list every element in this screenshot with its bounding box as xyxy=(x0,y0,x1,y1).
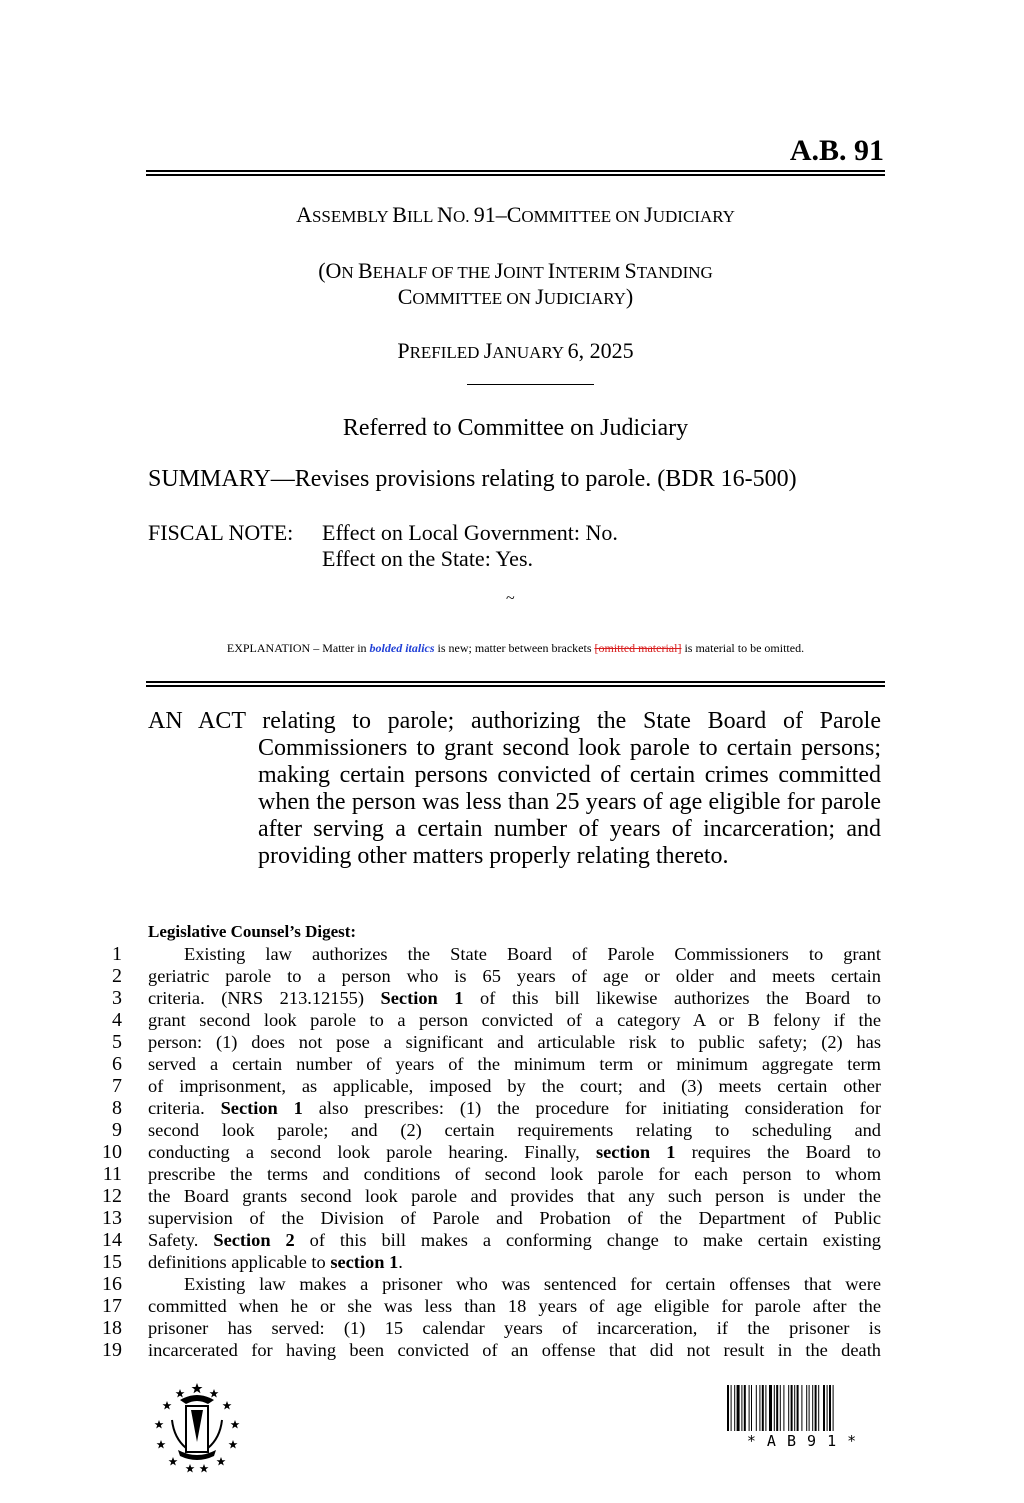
title-segment-capital: P xyxy=(397,338,410,363)
digest-line xyxy=(96,1097,886,1119)
section-reference: section 1 xyxy=(330,1252,399,1272)
on-behalf-line-2 xyxy=(146,284,885,312)
fiscal-note xyxy=(148,520,618,572)
digest-line-text xyxy=(148,1251,881,1273)
summary-line: SUMMARY—Revises provisions relating to parole. (BDR 16-500) xyxy=(148,466,797,492)
digest-line xyxy=(96,943,886,965)
digest-line-text xyxy=(148,1273,881,1295)
digest-text-run: Existing law authorizes the State Board of Parole Commissioners to grant xyxy=(184,944,881,964)
title-segment-small-caps: SSEMBLY xyxy=(311,207,393,226)
title-segment-small-caps: N xyxy=(341,263,358,282)
digest-line xyxy=(96,1141,886,1163)
fiscal-state: Effect on the State: Yes. xyxy=(322,546,534,571)
explanation-prefix: EXPLANATION – Matter in xyxy=(226,641,370,655)
line-number: 13 xyxy=(102,1207,122,1229)
digest-text-run: prescribe the terms and conditions of second look parole for each person to whom xyxy=(148,1164,881,1184)
title-segment-small-caps: OINT xyxy=(503,263,548,282)
title-segment-small-caps: TANDING xyxy=(636,263,713,282)
title-segment-capital: A xyxy=(296,202,312,227)
digest-text-run: requires the Board to xyxy=(675,1142,881,1162)
digest-line xyxy=(96,1207,886,1229)
digest-title: Legislative Counsel’s Digest: xyxy=(148,922,357,941)
digest-line-text xyxy=(148,943,881,965)
digest-text-run: of imprisonment, as applicable, imposed by the court; and (3) meets certain other xyxy=(148,1076,881,1096)
digest-line xyxy=(96,1053,886,1075)
digest-line xyxy=(96,1251,886,1273)
digest-text-run: the Board grants second look parole and provides that any such person is under the xyxy=(148,1186,881,1206)
digest-text-run: of this bill likewise authorizes the Board to xyxy=(463,988,881,1008)
digest-text-run: definitions applicable to xyxy=(148,1252,331,1272)
line-number: 14 xyxy=(102,1229,122,1251)
digest-line xyxy=(96,1075,886,1097)
line-number: 1 xyxy=(112,943,122,965)
digest-line-text xyxy=(148,1031,881,1053)
title-segment-small-caps: NTERIM xyxy=(555,263,625,282)
digest-line xyxy=(96,1119,886,1141)
title-segment-small-caps: UDICIARY xyxy=(652,207,735,226)
act-description: AN ACT relating to parole; authorizing the State Board of Parole Commissioners to grant second look parole to certain persons; making certain persons convicted of certain crimes committed when the person was less than 25 years of age eligible for parole after serving a certain number of years of incarceration; and providing other matters properly relating thereto. xyxy=(148,708,881,869)
explanation-suffix: is material to be omitted. xyxy=(681,641,805,655)
explanation-middle: is new; matter between brackets xyxy=(434,641,595,655)
title-segment-capital: I xyxy=(547,258,556,283)
referred-line: Referred to Committee on Judiciary xyxy=(342,415,689,441)
line-number: 12 xyxy=(102,1185,122,1207)
title-segment-capital: B xyxy=(357,258,373,283)
line-number: 8 xyxy=(112,1097,122,1119)
digest-text-run: also prescribes: (1) the procedure for initiating consideration for xyxy=(302,1098,881,1118)
fiscal-note-label: FISCAL NOTE: xyxy=(148,520,294,545)
line-number: 18 xyxy=(102,1317,122,1339)
title-segment-capital: S xyxy=(624,258,637,283)
line-number: 6 xyxy=(112,1053,122,1075)
title-segment-small-caps: EHALF OF THE xyxy=(372,263,495,282)
title-segment-capital: C xyxy=(397,284,413,309)
line-number: 11 xyxy=(102,1163,122,1185)
line-number: 16 xyxy=(102,1273,122,1295)
digest-text-run: served a certain number of years of the minimum term or minimum aggregate term xyxy=(148,1054,881,1074)
title-segment-capital: J xyxy=(644,202,653,227)
digest-line xyxy=(96,1317,886,1339)
bill-title xyxy=(146,202,885,230)
digest-line-text xyxy=(148,1097,881,1119)
digest-line-text xyxy=(148,1141,881,1163)
line-number: 19 xyxy=(102,1339,122,1361)
section-reference: Section 1 xyxy=(220,1098,303,1118)
line-number: 4 xyxy=(112,1009,122,1031)
barcode-icon xyxy=(727,1385,877,1431)
title-segment-small-caps: OMMITTEE ON xyxy=(412,289,536,308)
digest-line-text xyxy=(148,1075,881,1097)
digest-line xyxy=(96,1339,886,1361)
digest-line xyxy=(96,965,886,987)
line-number: 5 xyxy=(112,1031,122,1053)
digest-line-text xyxy=(148,965,881,987)
header-double-rule xyxy=(146,170,885,176)
digest-line-text xyxy=(148,987,881,1009)
digest-line-text xyxy=(148,1185,881,1207)
title-segment-capital: J xyxy=(494,258,504,283)
digest-text-run: of this bill makes a conforming change to make certain existing xyxy=(294,1230,881,1250)
explanation-double-rule xyxy=(146,681,885,687)
new-matter-label: bolded italics xyxy=(369,641,435,655)
tilde-mark: ~ xyxy=(506,590,515,607)
digest-text-run: geriatric parole to a person who is 65 years of age or older and meets certain xyxy=(148,966,881,986)
title-segment-small-caps: ANUARY xyxy=(492,343,568,362)
title-segment-small-caps: UDICIARY xyxy=(543,289,626,308)
line-number: 15 xyxy=(102,1251,122,1273)
digest-line-text xyxy=(148,1163,881,1185)
digest-line-text xyxy=(148,1317,881,1339)
section-reference: Section 1 xyxy=(380,988,464,1008)
digest-line-text xyxy=(148,1053,881,1075)
omitted-matter-label: [omitted material] xyxy=(594,641,682,655)
digest-text-run: committed when he or she was less than 18 years of age eligible for parole after the xyxy=(148,1296,881,1316)
digest-body xyxy=(96,943,886,1361)
prefiled-date xyxy=(146,338,885,366)
barcode-caption: * A B 9 1 * xyxy=(746,1432,858,1450)
digest-line xyxy=(96,1295,886,1317)
digest-line xyxy=(96,1229,886,1251)
title-segment-capital: B xyxy=(392,202,407,227)
digest-line xyxy=(96,1273,886,1295)
line-number: 10 xyxy=(102,1141,122,1163)
digest-line xyxy=(96,1163,886,1185)
digest-line xyxy=(96,1185,886,1207)
line-number: 3 xyxy=(112,987,122,1009)
digest-text-run: . xyxy=(398,1252,403,1272)
fiscal-local: Effect on Local Government: No. xyxy=(322,520,618,545)
title-segment-capital: J xyxy=(535,284,544,309)
state-seal-icon xyxy=(150,1380,244,1474)
title-segment-capital: 6, 2025 xyxy=(567,338,634,363)
digest-line-text xyxy=(148,1229,881,1251)
section-reference: Section 2 xyxy=(213,1230,295,1250)
explanation-line xyxy=(146,641,885,656)
line-number: 17 xyxy=(102,1295,122,1317)
digest-text-run: supervision of the Division of Parole and Probation of the Department of Public xyxy=(148,1208,881,1228)
title-segment-small-caps: O. xyxy=(452,207,474,226)
digest-line-text xyxy=(148,1207,881,1229)
digest-text-run: Existing law makes a prisoner who was sentenced for certain offenses that were xyxy=(184,1274,881,1294)
digest-text-run: incarcerated for having been convicted of an offense that did not result in the death xyxy=(148,1340,881,1360)
digest-text-run: person: (1) does not pose a significant and articulable risk to public safety; (2) has xyxy=(148,1032,881,1052)
digest-text-run: prisoner has served: (1) 15 calendar years of incarceration, if the prisoner is xyxy=(148,1318,881,1338)
title-segment-small-caps: REFILED xyxy=(409,343,484,362)
digest-line-text xyxy=(148,1339,881,1361)
digest-text-run: grant second look parole to a person convicted of a category A or B felony if the xyxy=(148,1010,881,1030)
title-segment-small-caps: OMMITTEE ON xyxy=(521,207,645,226)
title-segment-capital: N xyxy=(437,202,453,227)
digest-text-run: criteria. (NRS 213.12155) xyxy=(148,988,381,1008)
title-segment-capital: ) xyxy=(625,284,634,309)
title-divider xyxy=(467,384,594,385)
section-reference: section 1 xyxy=(595,1142,676,1162)
digest-text-run: Safety. xyxy=(148,1230,214,1250)
line-number: 7 xyxy=(112,1075,122,1097)
digest-line xyxy=(96,1009,886,1031)
on-behalf-line xyxy=(146,258,885,286)
digest-line xyxy=(96,1031,886,1053)
title-segment-capital: 91–C xyxy=(473,202,522,227)
digest-line-text xyxy=(148,1119,881,1141)
digest-line-text xyxy=(148,1295,881,1317)
title-segment-capital: J xyxy=(483,338,493,363)
bill-number: A.B. 91 xyxy=(789,134,884,167)
digest-line xyxy=(96,987,886,1009)
digest-text-run: conducting a second look parole hearing. Finally, xyxy=(148,1142,596,1162)
title-segment-capital: (O xyxy=(318,258,342,283)
line-number: 2 xyxy=(112,965,122,987)
title-segment-small-caps: ILL xyxy=(406,207,438,226)
digest-text-run: criteria. xyxy=(148,1098,221,1118)
digest-text-run: second look parole; and (2) certain requirements relating to scheduling and xyxy=(148,1120,881,1140)
digest-line-text xyxy=(148,1009,881,1031)
line-number: 9 xyxy=(112,1119,122,1141)
